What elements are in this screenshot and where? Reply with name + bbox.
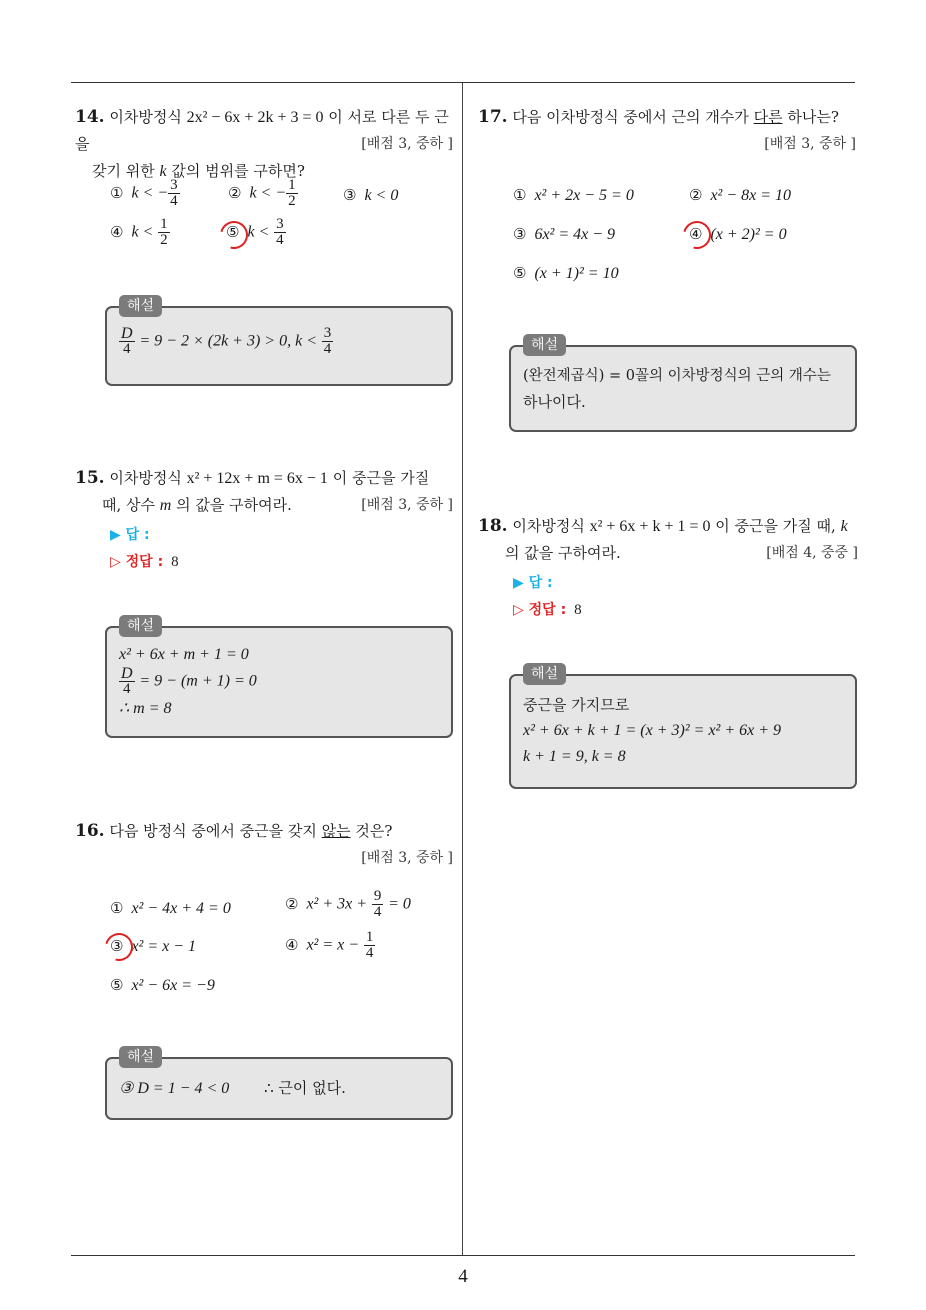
solution-line: = 9 − (m + 1) = 0 xyxy=(139,672,257,690)
option-number: ③ xyxy=(343,186,357,204)
fraction: $\frac{D}{4}$ xyxy=(121,325,133,357)
answer-input-label[interactable]: ▶ 답 : xyxy=(513,575,553,591)
answer-input-label[interactable]: ▶ 답 : xyxy=(110,527,150,543)
solution-tag: 해설 xyxy=(119,1046,162,1068)
option-1[interactable] xyxy=(110,899,231,918)
question-emphasis: 다른 xyxy=(753,108,783,126)
fraction: $\frac{1}{4}$ xyxy=(365,929,374,961)
option-number: ② xyxy=(285,894,299,913)
solution-tag: 해설 xyxy=(523,334,566,356)
fraction: $\frac{3}{4}$ xyxy=(276,216,284,248)
solution-math: = 9 − 2 × (2k + 3) > 0, k < xyxy=(139,332,317,350)
question-number: 15. xyxy=(75,468,105,488)
option-4[interactable] xyxy=(285,930,375,961)
fraction: $\frac{9}{4}$ xyxy=(373,888,382,920)
option-number: ⑤ xyxy=(513,264,527,282)
option-math: x² − 4x + 4 = 0 xyxy=(131,900,231,917)
equation: x² + 6x + k + 1 = 0 xyxy=(589,518,711,535)
score-meta: [배점 3, 중하 ] xyxy=(764,136,856,152)
fraction: $\frac{1}{2}$ xyxy=(160,216,168,248)
solution-line: 중근을 가지므로 xyxy=(523,696,630,714)
question-14 xyxy=(75,104,453,185)
option-math: k < xyxy=(247,223,270,241)
answer-mark-circle xyxy=(678,216,716,254)
solution-line: 하나이다. xyxy=(523,393,586,411)
score-meta: [배점 3, 중하 ] xyxy=(361,136,453,152)
solution-box-15 xyxy=(105,626,453,738)
question-15 xyxy=(75,465,453,519)
question-text: 갖기 위한 xyxy=(92,162,155,180)
solution-line: x² + 6x + m + 1 = 0 xyxy=(119,646,249,663)
option-1[interactable] xyxy=(110,178,180,209)
fraction: $\frac{3}{4}$ xyxy=(170,177,178,209)
fraction: $\frac{1}{2}$ xyxy=(288,177,296,209)
answer-mark-circle xyxy=(100,928,138,966)
equation: x² + 12x + m = 6x − 1 xyxy=(186,470,328,487)
option-number: ③ xyxy=(513,225,527,243)
option-math: x² + 3x + xyxy=(306,895,368,913)
option-math: k < 0 xyxy=(364,187,399,204)
option-number: ② xyxy=(689,186,703,204)
solution-line: ∴ 근이 없다. xyxy=(264,1079,346,1097)
top-rule xyxy=(71,82,855,83)
option-number: ⑤ xyxy=(110,976,124,994)
option-math: k < − xyxy=(131,184,169,202)
variable: m xyxy=(159,497,172,514)
correct-answer: ▷ 정답 : 8 xyxy=(110,554,179,570)
option-math: (x + 2)² = 0 xyxy=(710,226,787,243)
score-meta: [배점 3, 중하 ] xyxy=(361,497,453,513)
solution-line: x² + 6x + k + 1 = (x + 3)² = x² + 6x + 9 xyxy=(523,722,782,739)
question-number: 18. xyxy=(478,516,508,536)
question-text: 이차방정식 xyxy=(109,469,182,487)
column-divider xyxy=(462,83,463,1255)
bottom-rule xyxy=(71,1255,855,1256)
option-2[interactable] xyxy=(689,186,791,205)
question-text: 이차방정식 xyxy=(512,517,585,535)
question-number: 16. xyxy=(75,821,105,841)
option-math: x² = x − 1 xyxy=(131,938,197,955)
question-text: 의 값을 구하여라. xyxy=(176,496,292,514)
solution-box-18 xyxy=(509,674,857,789)
solution-tag: 해설 xyxy=(119,615,162,637)
question-text: 이 중근을 가질 때, xyxy=(715,517,836,535)
option-number: ④ xyxy=(285,935,299,954)
solution-line: k + 1 = 9, k = 8 xyxy=(523,748,626,765)
option-math: 6x² = 4x − 9 xyxy=(534,226,616,243)
solution-tag: 해설 xyxy=(523,663,566,685)
question-text: 것은? xyxy=(355,822,393,840)
page-number: 4 xyxy=(458,1266,468,1287)
option-4[interactable] xyxy=(110,217,170,248)
option-number: ① xyxy=(110,899,124,917)
variable: k xyxy=(159,163,167,180)
solution-line: (완전제곱식) = 0꼴의 이차방정식의 근의 개수는 xyxy=(523,368,831,384)
option-3[interactable] xyxy=(343,186,398,205)
option-math: k < − xyxy=(249,184,287,202)
option-3[interactable] xyxy=(513,225,615,244)
option-number: ① xyxy=(110,183,124,202)
option-math: x² − 8x = 10 xyxy=(710,187,792,204)
question-17 xyxy=(478,104,856,152)
correct-answer: ▷ 정답 : 8 xyxy=(513,602,582,618)
variable: k xyxy=(840,518,848,535)
question-number: 17. xyxy=(478,107,508,127)
option-math: x² = x − xyxy=(306,936,360,954)
option-math: k < xyxy=(131,223,154,241)
solution-tag: 해설 xyxy=(119,295,162,317)
question-text: 다음 이차방정식 중에서 근의 개수가 xyxy=(512,108,749,126)
option-number: ④ xyxy=(689,225,703,243)
question-text: 이 중근을 가질 xyxy=(332,469,430,487)
fraction: $\frac{3}{4}$ xyxy=(323,325,332,357)
fraction: $\frac{D}{4}$ xyxy=(121,665,133,697)
question-text: 다음 방정식 중에서 중근을 갖지 xyxy=(109,822,317,840)
option-number: ③ xyxy=(110,937,124,955)
option-2[interactable] xyxy=(285,889,411,920)
score-meta: [배점 4, 중중 ] xyxy=(766,545,858,561)
option-number: ② xyxy=(228,183,242,202)
option-number: ④ xyxy=(110,222,124,241)
question-text: 하나는? xyxy=(787,108,839,126)
score-meta: [배점 3, 중하 ] xyxy=(361,850,453,866)
option-math: x² − 6x = −9 xyxy=(131,977,215,994)
equation: 2x² − 6x + 2k + 3 = 0 xyxy=(186,109,324,126)
option-math: x² + 2x − 5 = 0 xyxy=(534,187,634,204)
option-1[interactable] xyxy=(513,186,634,205)
question-emphasis: 않는 xyxy=(321,822,351,840)
question-text: 때, 상수 xyxy=(102,496,156,514)
question-18 xyxy=(478,513,858,567)
option-math: (x + 1)² = 10 xyxy=(534,265,619,282)
solution-box-17 xyxy=(509,345,857,432)
question-text: 이차방정식 xyxy=(109,108,182,126)
option-2[interactable] xyxy=(228,178,298,209)
question-text: 의 값을 구하여라. xyxy=(505,544,621,562)
option-math: = 0 xyxy=(388,895,411,913)
option-number: ① xyxy=(513,186,527,204)
solution-box-14 xyxy=(105,306,453,386)
option-5[interactable] xyxy=(110,976,215,995)
question-text: 값의 범위를 구하면? xyxy=(171,162,305,180)
option-5[interactable] xyxy=(513,264,619,283)
question-number: 14. xyxy=(75,107,105,127)
solution-line: ③ D = 1 − 4 < 0 xyxy=(119,1080,230,1097)
option-number: ⑤ xyxy=(226,222,240,241)
question-16 xyxy=(75,818,453,866)
solution-line: ∴ m = 8 xyxy=(119,700,172,717)
question-text: 이 서로 다른 두 근을 xyxy=(75,108,449,153)
